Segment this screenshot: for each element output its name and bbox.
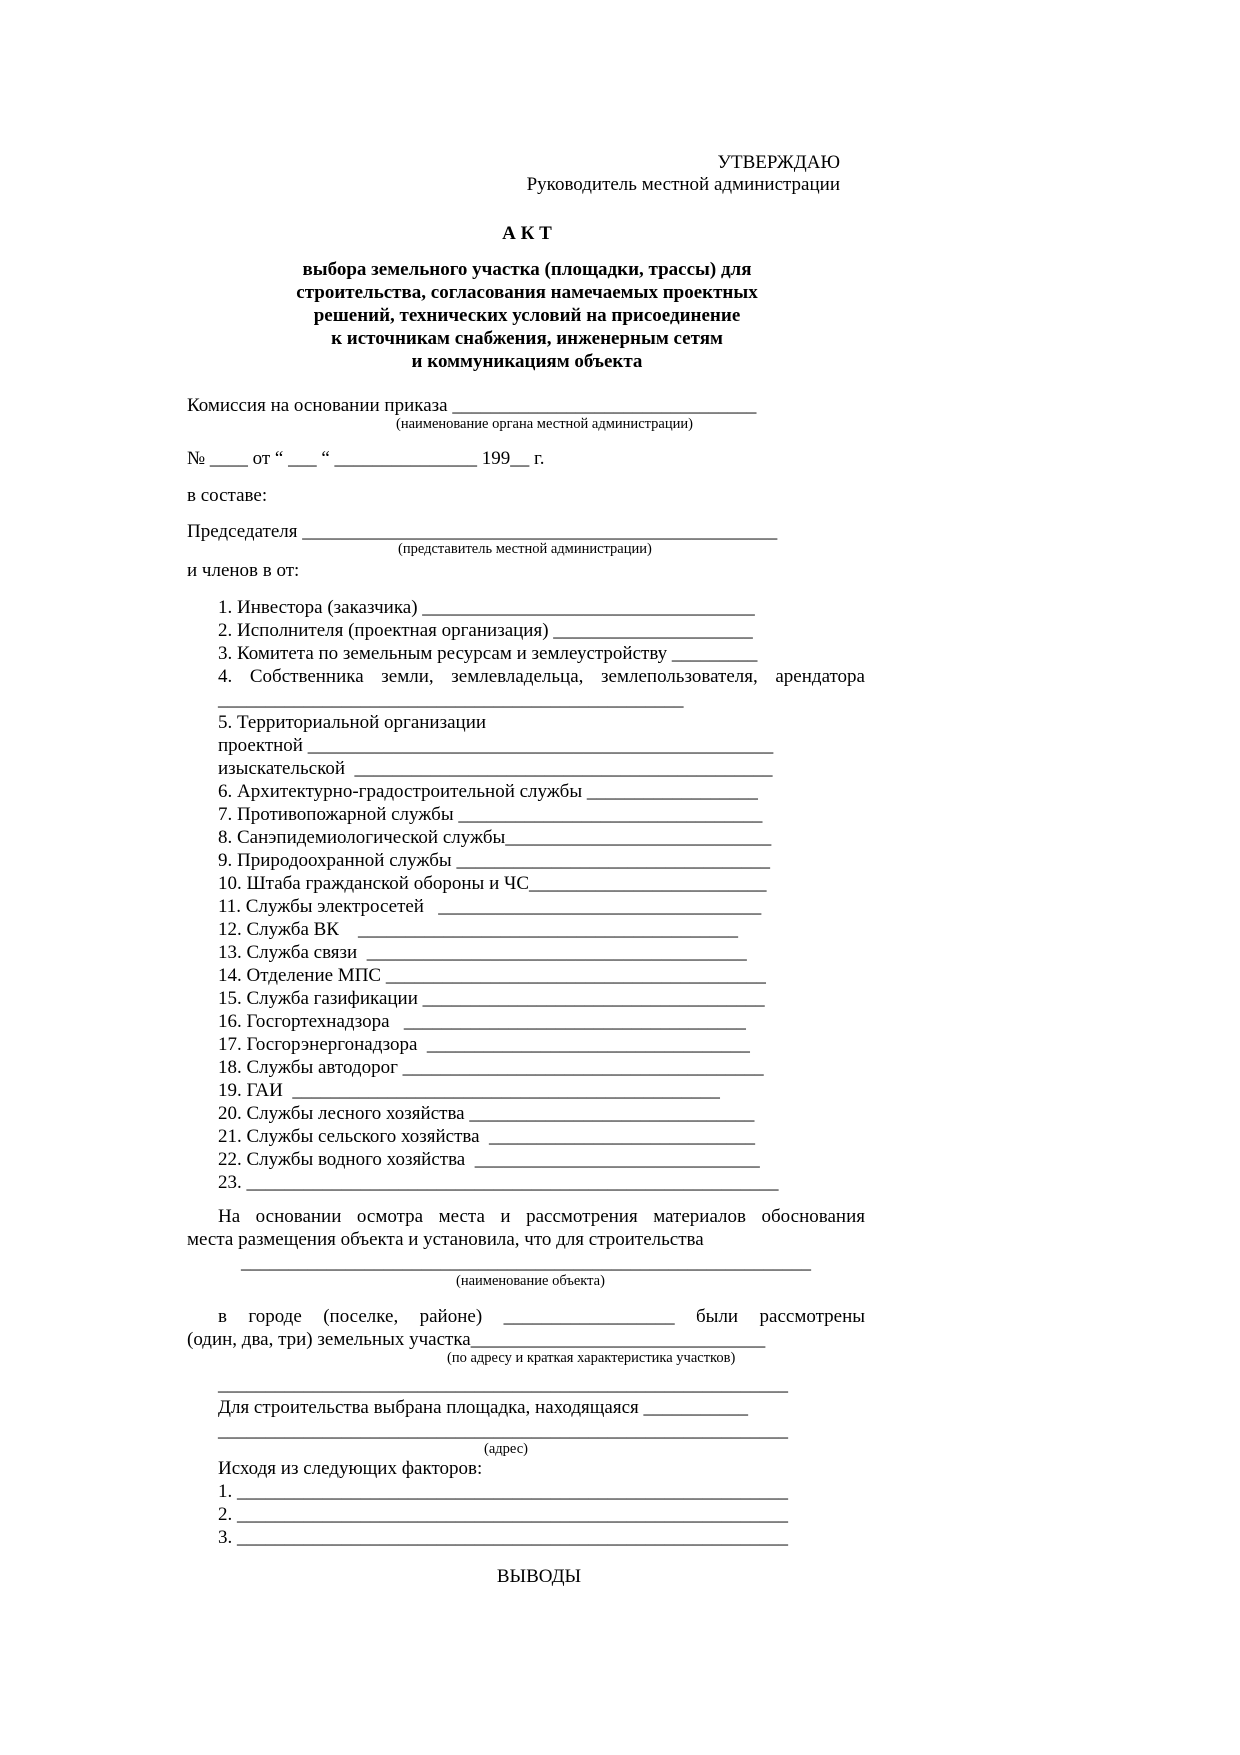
member-item: 13. Служба связи ________________________________________ [218, 942, 747, 963]
chairman-caption: (представитель местной администрации) [398, 541, 652, 557]
member-item: 9. Природоохранной службы _________________________________ [218, 850, 770, 871]
member-item: изыскательской ____________________________________________ [218, 758, 773, 779]
inspection-paragraph-line: места размещения объекта и установила, что для строительства [187, 1229, 704, 1250]
commission-order-line: Комиссия на основании приказа ________________________________ [187, 395, 757, 416]
member-item: 2. Исполнителя (проектная организация) _____________________ [218, 620, 753, 641]
act-subtitle-line: решений, технических условий на присоединение [313, 305, 741, 326]
factor-item: 3. __________________________________________________________ [218, 1527, 788, 1548]
member-item: 20. Службы лесного хозяйства ______________________________ [218, 1103, 755, 1124]
commission-composition: в составе: [187, 485, 268, 506]
plots-caption: (по адресу и краткая характеристика участков) [447, 1350, 736, 1366]
blank-line: ____________________________________________________________ [218, 1374, 788, 1395]
member-item: 10. Штаба гражданской обороны и ЧС_________________________ [218, 873, 767, 894]
address-caption: (адрес) [484, 1441, 528, 1457]
member-item: 23. ________________________________________________________ [218, 1172, 779, 1193]
plots-line: (один, два, три) земельных участка_______________________________ [187, 1329, 766, 1350]
member-item: 14. Отделение МПС ________________________________________ [218, 965, 766, 986]
approval-approve: УТВЕРЖДАЮ [717, 152, 840, 173]
city-line: в городе (поселке, районе) __________________ были рассмотрены [218, 1306, 865, 1327]
inspection-paragraph-line: На основании осмотра места и рассмотрения материалов обоснования [218, 1206, 865, 1227]
factor-item: 2. __________________________________________________________ [218, 1504, 788, 1525]
blank-line: ____________________________________________________________ [218, 1420, 788, 1441]
member-item: 11. Службы электросетей __________________________________ [218, 896, 762, 917]
approval-head: Руководитель местной администрации [526, 174, 840, 195]
member-item: 16. Госгортехнадзора ____________________________________ [218, 1011, 746, 1032]
member-item: 19. ГАИ _____________________________________________ [218, 1080, 720, 1101]
chairman-line: Председателя __________________________________________________ [187, 521, 778, 542]
member-item-blank: _________________________________________________ [218, 689, 684, 710]
site-line: Для строительства выбрана площадка, находящаяся ___________ [218, 1397, 748, 1418]
member-item: 12. Служба ВК ________________________________________ [218, 919, 738, 940]
member-item: 15. Служба газификации ____________________________________ [218, 988, 765, 1009]
member-item: 6. Архитектурно-градостроительной службы __________________ [218, 781, 758, 802]
member-item: 22. Службы водного хозяйства ______________________________ [218, 1149, 760, 1170]
member-item: 8. Санэпидемиологической службы____________________________ [218, 827, 772, 848]
member-item: проектной _________________________________________________ [218, 735, 774, 756]
commission-order-caption: (наименование органа местной администрации) [396, 416, 693, 432]
member-item: 21. Службы сельского хозяйства ____________________________ [218, 1126, 756, 1147]
factors-intro: Исходя из следующих факторов: [218, 1458, 483, 1479]
member-item: 18. Службы автодорог ______________________________________ [218, 1057, 764, 1078]
member-item: 5. Территориальной организации [218, 712, 487, 733]
act-title: А К Т [502, 223, 552, 244]
member-item: 4. Собственника земли, землевладельца, землепользователя, арендатора [218, 666, 865, 687]
object-name-line: ____________________________________________________________ [241, 1252, 811, 1273]
member-item: 7. Противопожарной службы ________________________________ [218, 804, 763, 825]
conclusions-heading: ВЫВОДЫ [496, 1566, 582, 1587]
object-name-caption: (наименование объекта) [456, 1273, 605, 1289]
act-subtitle-line: к источникам снабжения, инженерным сетям [331, 328, 723, 349]
member-item: 17. Госгорэнергонадзора __________________________________ [218, 1034, 750, 1055]
act-subtitle-line: строительства, согласования намечаемых проектных [296, 282, 758, 303]
members-intro: и членов в от: [187, 560, 300, 581]
member-item: 3. Комитета по земельным ресурсам и землеустройству _________ [218, 643, 758, 664]
act-subtitle-line: выбора земельного участка (площадки, трассы) для [302, 259, 752, 280]
factor-item: 1. __________________________________________________________ [218, 1481, 788, 1502]
commission-number-line: № ____ от “ ___ “ _______________ 199__ г. [187, 448, 545, 469]
act-subtitle-line: и коммуникациям объекта [411, 351, 643, 372]
member-item: 1. Инвестора (заказчика) ___________________________________ [218, 597, 755, 618]
